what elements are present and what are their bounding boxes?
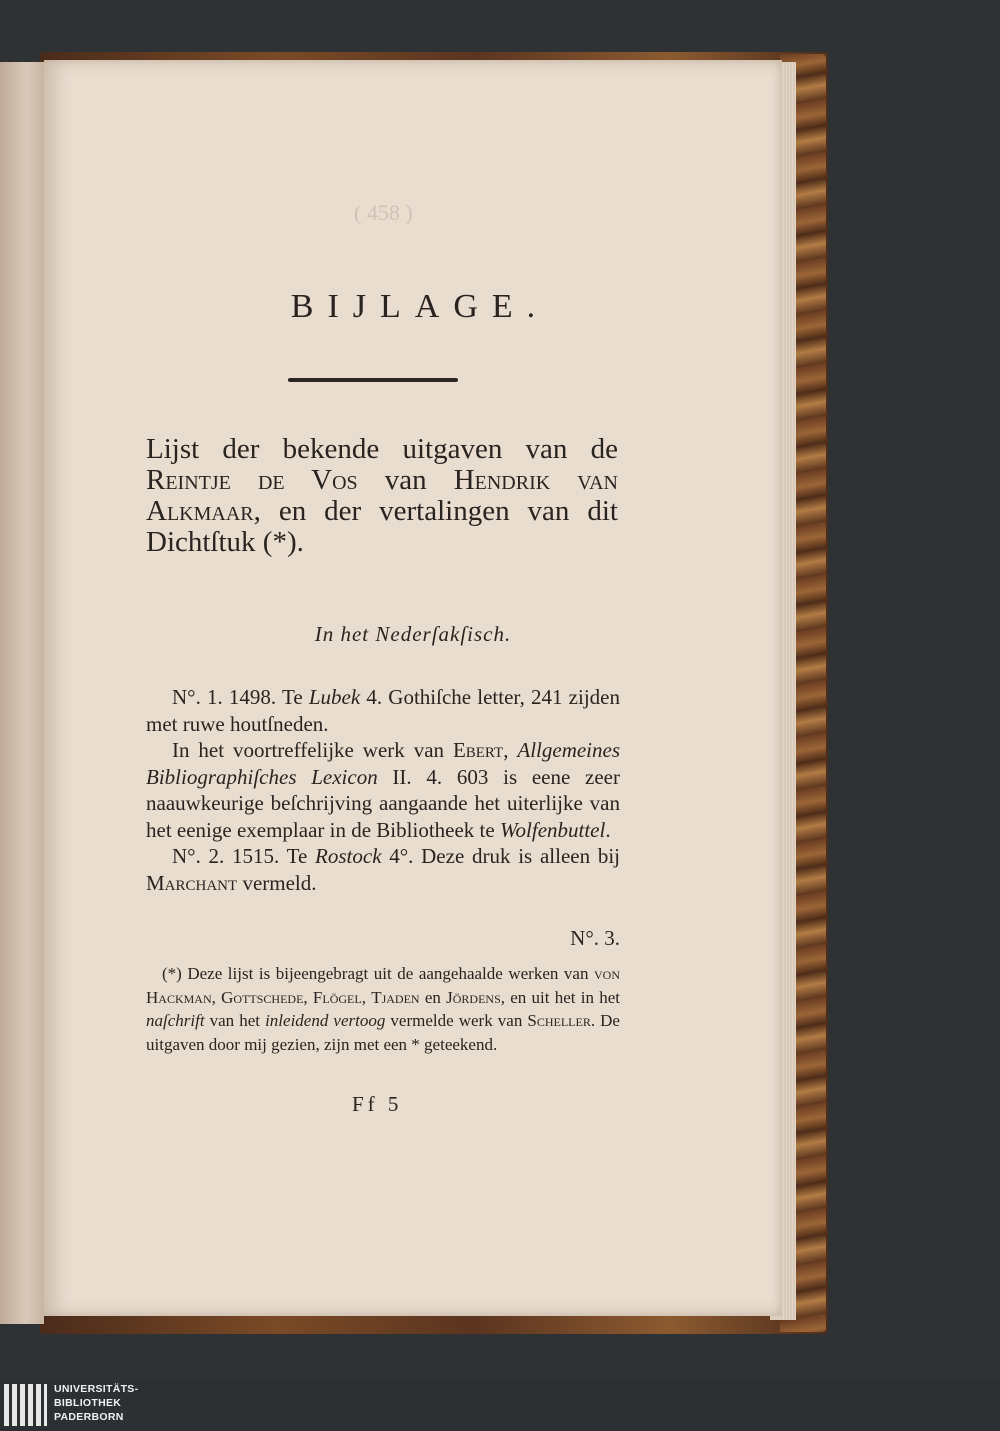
catchword: N°. 3. [570, 926, 620, 950]
section-heading: In het Nederſakſisch. [314, 622, 512, 646]
page-title: BIJLAGE. [290, 288, 550, 325]
library-logo-text: UNIVERSITÄTS- BIBLIOTHEK PADERBORN [54, 1383, 139, 1423]
entry-1-description: In het voortreffelijke werk van Ebert, Allgemeines Bibliographiſches Lexicon II. 4. 603 is eene zeer naauwkeurige beſchrijving aangaande het uiterlijke van het eenige exemplaar in de Bibliotheek te Wolfenbuttel. [146, 738, 621, 842]
entries-text [146, 684, 620, 896]
author-name: Reintje de Vos [146, 464, 358, 496]
title-rule [288, 378, 458, 382]
entry-1: N°. 1. 1498. Te Lubek 4. Gothiſche letter, 241 zijden met ruwe houtſneden. [146, 685, 620, 736]
library-logo-icon [4, 1384, 48, 1426]
footnote: (*) Deze lijst is bijeengebragt uit de aangehaalde werken van von Hackman, Gottschede, Flögel, Tjaden en Jördens, en uit het in het naſchrift van het inleidend vertoog vermelde werk van Scheller. De uitgaven door mij gezien, zijn met een * geteekend. [146, 964, 620, 1054]
left-page-edge [0, 62, 44, 1324]
entry-2: N°. 2. 1515. Te Rostock 4°. Deze druk is alleen bij Marchant vermeld. [146, 844, 620, 895]
book-page [44, 60, 782, 1316]
footer-bar [0, 1380, 1000, 1431]
list-heading: Lijst der bekende uitgaven van de Reintje de Vos van Hendrik van Alkmaar, en der vertalingen van dit Dichtſtuk (*). [146, 433, 618, 558]
show-through-page-number: ( 458 ) [354, 200, 413, 225]
author-name: Hendrik van Alkmaar [146, 464, 618, 527]
signature-mark: Ff 5 [352, 1092, 403, 1116]
